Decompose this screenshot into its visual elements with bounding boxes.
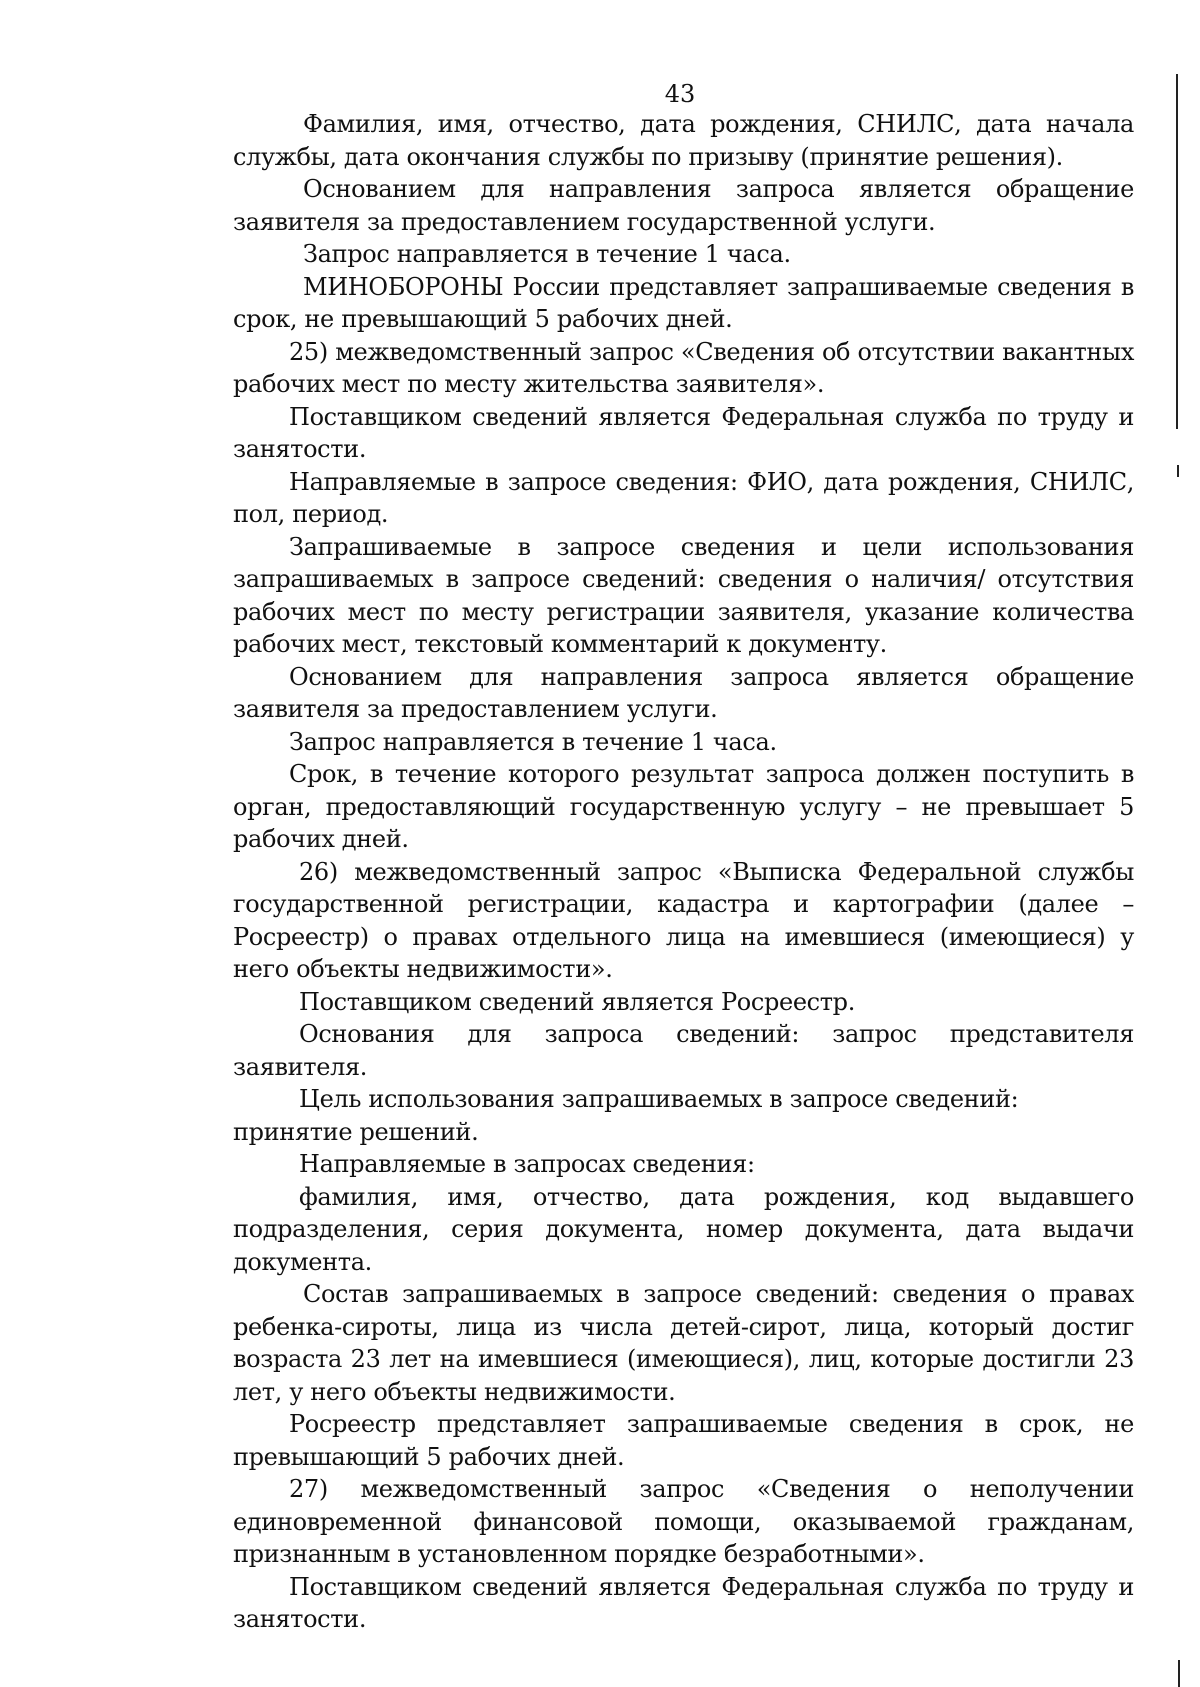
paragraph: Фамилия, имя, отчество, дата рождения, СНИЛС, дата начала службы, дата окончания службы по призыву (принятие решения). (233, 110, 1134, 171)
paragraph: Цель использования запрашиваемых в запросе сведений: (299, 1085, 1019, 1113)
paragraph: Направляемые в запросе сведения: ФИО, дата рождения, СНИЛС, пол, период. (233, 467, 1134, 528)
paragraph: МИНОБОРОНЫ России представляет запрашиваемые сведения в срок, не превышающий 5 рабочих дней. (233, 272, 1134, 333)
paragraph: Поставщиком сведений является Федеральная служба по труду и занятости. (233, 1572, 1134, 1633)
paragraph: Состав запрашиваемых в запросе сведений: сведения о правах ребенка-сироты, лица из числа детей-сирот, лица, который достиг возраста 23 лет на имевшиеся (имеющиеся), лиц, которые достигли 23 лет, у него объекты недвижимости. (233, 1280, 1134, 1406)
paragraph: Направляемые в запросах сведения: (299, 1150, 755, 1178)
paragraph: 26) межведомственный запрос «Выписка Федеральной службы государственной регистрации, кадастра и картографии (далее – Росреестр) о правах отдельного лица на имевшиеся (имеющиеся) у него объекты недвижимости». (233, 857, 1134, 983)
paragraph: Основанием для направления запроса является обращение заявителя за предоставлением государственной услуги. (233, 175, 1134, 236)
paragraph: Основания для запроса сведений: запрос представителя заявителя. (233, 1020, 1134, 1081)
paragraph: Поставщиком сведений является Федеральная служба по труду и занятости. (233, 402, 1134, 463)
paragraph: Поставщиком сведений является Росреестр. (299, 987, 855, 1016)
paragraph: Основанием для направления запроса является обращение заявителя за предоставлением услуги. (233, 662, 1134, 723)
paragraph: принятие решений. (233, 1117, 479, 1146)
scan-edge-mark (1177, 465, 1179, 477)
paragraph: Запрос направляется в течение 1 часа. (289, 727, 777, 756)
paragraph: Срок, в течение которого результат запроса должен поступить в орган, предоставляющий государственную услугу – не превышает 5 рабочих дней. (233, 760, 1134, 853)
page-number: 43 (664, 80, 696, 108)
document-body (233, 108, 1134, 1636)
paragraph: 25) межведомственный запрос «Сведения об отсутствии вакантных рабочих мест по месту жительства заявителя». (233, 337, 1134, 398)
paragraph: Росреестр представляет запрашиваемые сведения в срок, не превышающий 5 рабочих дней. (233, 1410, 1134, 1471)
paragraph: 27) межведомственный запрос «Сведения о неполучении единовременной финансовой помощи, оказываемой гражданам, признанным в установленном порядке безработными». (233, 1475, 1134, 1568)
paragraph: Запрос направляется в течение 1 часа. (303, 240, 791, 268)
scan-edge-mark (1178, 1660, 1180, 1687)
scan-edge-line (1176, 74, 1178, 429)
paragraph: фамилия, имя, отчество, дата рождения, код выдавшего подразделения, серия документа, номер документа, дата выдачи документа. (233, 1182, 1134, 1276)
paragraph: Запрашиваемые в запросе сведения и цели использования запрашиваемых в запросе сведений: сведения о наличия/ отсутствия рабочих мест по месту регистрации заявителя, указание количества рабочих мест, текстовый комментарий к документу. (233, 532, 1134, 658)
